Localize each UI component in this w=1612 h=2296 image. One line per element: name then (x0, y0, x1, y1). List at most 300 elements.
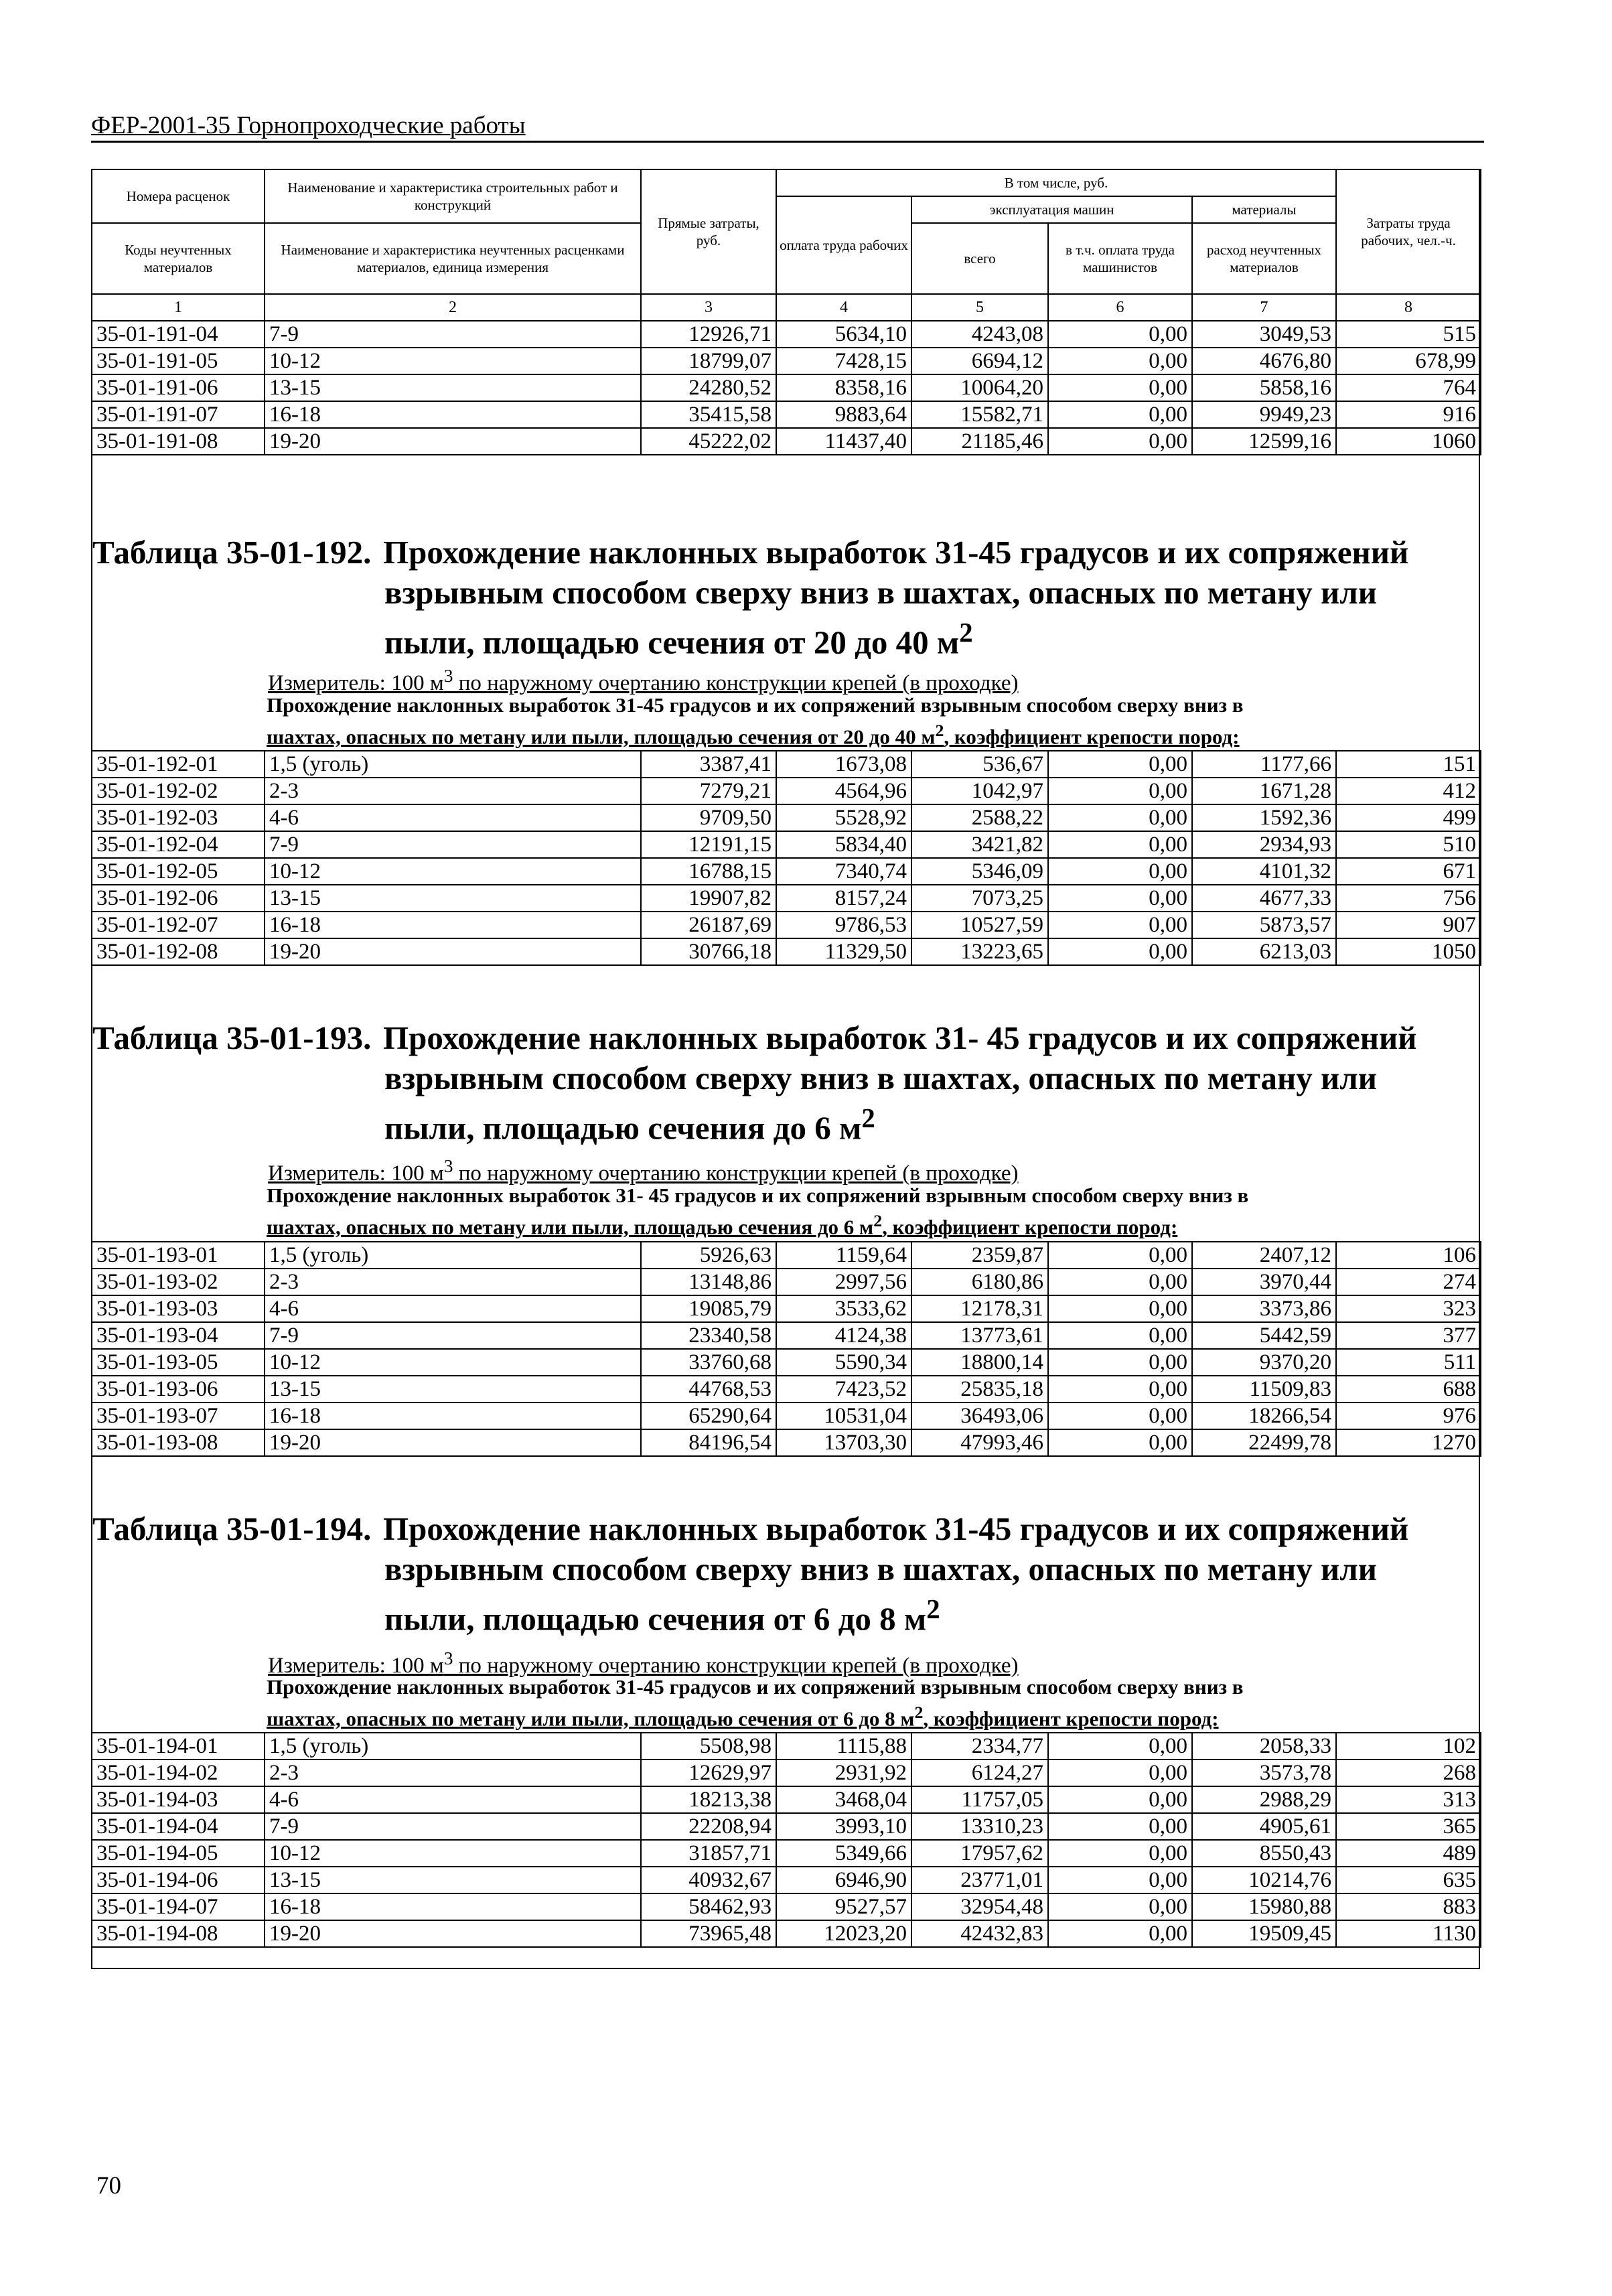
table-cell: 2934,93 (1192, 831, 1336, 858)
table-cell: 12926,71 (641, 321, 776, 348)
col-header-material-codes: Коды неучтенных материалов (92, 223, 265, 294)
table-cell: 0,00 (1048, 1760, 1192, 1786)
table-cell: 16-18 (265, 1893, 641, 1920)
table-cell: 1060 (1336, 428, 1481, 455)
table-cell: 7-9 (265, 1813, 641, 1840)
table-cell: 11437,40 (776, 428, 911, 455)
table-cell: 1,5 (уголь) (265, 1733, 641, 1760)
table-row (92, 374, 1481, 401)
col-header-machinist-pay: в т.ч. оплата труда машинистов (1048, 223, 1192, 294)
table-cell: 30766,18 (641, 938, 776, 965)
table-cell: 2588,22 (911, 804, 1048, 831)
table-cell: 13-15 (265, 1376, 641, 1403)
table-cell: 764 (1336, 374, 1481, 401)
section-title-193 (92, 1018, 1480, 1148)
table-cell: 0,00 (1048, 1349, 1192, 1376)
table-cell: 5873,57 (1192, 912, 1336, 938)
table-cell: 4101,32 (1192, 858, 1336, 885)
desc-superscript: 2 (935, 721, 944, 740)
table-cell: 268 (1336, 1760, 1481, 1786)
table-cell: 5590,34 (776, 1349, 911, 1376)
table-cell: 15582,71 (911, 401, 1048, 428)
table-cell: 0,00 (1048, 1295, 1192, 1322)
table-cell: 1,5 (уголь) (265, 751, 641, 778)
measure-unit-193 (268, 1153, 1019, 1186)
table-row (92, 1269, 1481, 1295)
table-row (92, 1349, 1481, 1376)
table-cell: 13-15 (265, 885, 641, 912)
table-cell: 365 (1336, 1813, 1481, 1840)
table-row (92, 778, 1481, 804)
table-cell: 688 (1336, 1376, 1481, 1403)
table-cell: 18799,07 (641, 348, 776, 374)
column-number: 1 (92, 294, 265, 321)
table-cell: 3468,04 (776, 1786, 911, 1813)
table-cell: 4-6 (265, 1786, 641, 1813)
title-line: пыли, площадью сечения от 20 до 40 м (384, 624, 960, 661)
table-cell: 0,00 (1048, 778, 1192, 804)
table-row (92, 1242, 1481, 1269)
table-cell: 2334,77 (911, 1733, 1048, 1760)
table-cell: 0,00 (1048, 1867, 1192, 1893)
column-number-row (92, 294, 1481, 321)
table-cell: 35-01-194-02 (92, 1760, 265, 1786)
table-cell: 5508,98 (641, 1733, 776, 1760)
title-superscript: 2 (861, 1103, 875, 1133)
table-cell: 11757,05 (911, 1786, 1048, 1813)
desc-line: Прохождение наклонных выработок 31-45 градусов и их сопряжений взрывным способом сверху вниз в (267, 693, 1244, 717)
table-cell: 35-01-192-07 (92, 912, 265, 938)
table-cell: 3387,41 (641, 751, 776, 778)
measure-superscript: 3 (443, 665, 453, 686)
table-cell: 0,00 (1048, 912, 1192, 938)
table-cell: 16-18 (265, 1403, 641, 1429)
table-cell: 0,00 (1048, 1429, 1192, 1456)
desc-superscript: 2 (914, 1703, 924, 1722)
table-cell: 1592,36 (1192, 804, 1336, 831)
table-cell: 13-15 (265, 374, 641, 401)
table-cell: 1159,64 (776, 1242, 911, 1269)
table-cell: 1050 (1336, 938, 1481, 965)
column-number: 5 (911, 294, 1048, 321)
table-cell: 2-3 (265, 778, 641, 804)
table-cell: 31857,71 (641, 1840, 776, 1867)
table-row (92, 1429, 1481, 1456)
column-number: 8 (1336, 294, 1481, 321)
table-cell: 9370,20 (1192, 1349, 1336, 1376)
title-line: взрывным способом сверху вниз в шахтах, опасных по метану или (384, 1060, 1377, 1096)
table-cell: 102 (1336, 1733, 1481, 1760)
table-cell: 0,00 (1048, 428, 1192, 455)
table-cell: 35-01-194-06 (92, 1867, 265, 1893)
table-row (92, 831, 1481, 858)
table-cell: 377 (1336, 1322, 1481, 1349)
table-cell: 35-01-192-06 (92, 885, 265, 912)
table-cell: 4124,38 (776, 1322, 911, 1349)
table-cell: 23340,58 (641, 1322, 776, 1349)
table-cell: 4905,61 (1192, 1813, 1336, 1840)
table-cell: 15980,88 (1192, 1893, 1336, 1920)
table-cell: 2407,12 (1192, 1242, 1336, 1269)
table-cell: 0,00 (1048, 1322, 1192, 1349)
table-cell: 1130 (1336, 1920, 1481, 1947)
table-cell: 0,00 (1048, 858, 1192, 885)
table-cell: 9709,50 (641, 804, 776, 831)
table-cell: 10064,20 (911, 374, 1048, 401)
table-row (92, 938, 1481, 965)
table-cell: 2997,56 (776, 1269, 911, 1295)
page-header (91, 111, 1484, 143)
table-cell: 0,00 (1048, 1242, 1192, 1269)
desc-superscript: 2 (873, 1211, 883, 1230)
title-line: пыли, площадью сечения до 6 м (384, 1109, 862, 1147)
table-cell: 10-12 (265, 1840, 641, 1867)
table-row (92, 428, 1481, 455)
table-row (92, 1840, 1481, 1867)
table-cell: 7-9 (265, 321, 641, 348)
table-cell: 4243,08 (911, 321, 1048, 348)
table-cell: 47993,46 (911, 1429, 1048, 1456)
table-label: Таблица 35-01-192. (92, 534, 372, 571)
table-row (92, 885, 1481, 912)
table-cell: 35-01-193-02 (92, 1269, 265, 1295)
section-description-194 (267, 1674, 1477, 1731)
page-number: 70 (96, 2172, 121, 2200)
table-row (92, 912, 1481, 938)
section-title-192 (92, 532, 1480, 662)
table-cell: 35-01-194-03 (92, 1786, 265, 1813)
column-number: 7 (1192, 294, 1336, 321)
desc-line: Прохождение наклонных выработок 31-45 градусов и их сопряжений взрывным способом сверху вниз в (267, 1675, 1244, 1699)
table-cell: 756 (1336, 885, 1481, 912)
table-cell: 35-01-193-03 (92, 1295, 265, 1322)
col-header-direct-costs: Прямые затраты, руб. (641, 169, 776, 294)
table-192 (91, 750, 1481, 966)
table-cell: 12178,31 (911, 1295, 1048, 1322)
table-cell: 9527,57 (776, 1893, 911, 1920)
table-cell: 0,00 (1048, 1733, 1192, 1760)
measure-text: по наружному очертанию конструкции крепей (в проходке) (453, 671, 1019, 695)
table-cell: 313 (1336, 1786, 1481, 1813)
table-cell: 17957,62 (911, 1840, 1048, 1867)
title-line: Прохождение наклонных выработок 31-45 градусов и их сопряжений (383, 534, 1409, 571)
table-cell: 883 (1336, 1893, 1481, 1920)
table-row (92, 1376, 1481, 1403)
table-cell: 26187,69 (641, 912, 776, 938)
table-cell: 16788,15 (641, 858, 776, 885)
table-row (92, 751, 1481, 778)
table-cell: 19509,45 (1192, 1920, 1336, 1947)
table-row (92, 321, 1481, 348)
table-cell: 515 (1336, 321, 1481, 348)
table-row (92, 1867, 1481, 1893)
table-cell: 19-20 (265, 1920, 641, 1947)
col-header-including: В том числе, руб. (776, 169, 1336, 196)
table-row (92, 1893, 1481, 1920)
table-cell: 9786,53 (776, 912, 911, 938)
table-cell: 22208,94 (641, 1813, 776, 1840)
table-cell: 35-01-193-05 (92, 1349, 265, 1376)
table-cell: 274 (1336, 1269, 1481, 1295)
table-cell: 4676,80 (1192, 348, 1336, 374)
table-cell: 151 (1336, 751, 1481, 778)
table-cell: 2988,29 (1192, 1786, 1336, 1813)
table-cell: 19-20 (265, 1429, 641, 1456)
table-cell: 10-12 (265, 858, 641, 885)
table-cell: 489 (1336, 1840, 1481, 1867)
table-cell: 35-01-192-01 (92, 751, 265, 778)
table-cell: 7340,74 (776, 858, 911, 885)
table-cell: 22499,78 (1192, 1429, 1336, 1456)
table-cell: 7423,52 (776, 1376, 911, 1403)
table-cell: 65290,64 (641, 1403, 776, 1429)
table-cell: 7428,15 (776, 348, 911, 374)
table-cell: 9949,23 (1192, 401, 1336, 428)
table-row (92, 1760, 1481, 1786)
table-cell: 35-01-194-05 (92, 1840, 265, 1867)
table-cell: 13703,30 (776, 1429, 911, 1456)
table-cell: 45222,02 (641, 428, 776, 455)
col-header-work-name: Наименование и характеристика строительных работ и конструкций (265, 169, 641, 223)
table-cell: 3373,86 (1192, 1295, 1336, 1322)
table-cell: 10214,76 (1192, 1867, 1336, 1893)
measure-text: Измеритель: 100 м (268, 1161, 444, 1186)
table-cell: 916 (1336, 401, 1481, 428)
table-cell: 10-12 (265, 348, 641, 374)
table-cell: 84196,54 (641, 1429, 776, 1456)
table-cell: 13-15 (265, 1867, 641, 1893)
table-cell: 1270 (1336, 1429, 1481, 1456)
section-description-193 (267, 1183, 1477, 1240)
desc-line: , коэффициент крепости пород: (882, 1215, 1178, 1239)
table-cell: 18213,38 (641, 1786, 776, 1813)
table-cell: 8157,24 (776, 885, 911, 912)
desc-line: , коэффициент крепости пород: (944, 725, 1240, 749)
table-193 (91, 1241, 1481, 1457)
table-cell: 0,00 (1048, 938, 1192, 965)
table-cell: 1042,97 (911, 778, 1048, 804)
table-cell: 0,00 (1048, 348, 1192, 374)
table-cell: 4677,33 (1192, 885, 1336, 912)
table-cell: 12023,20 (776, 1920, 911, 1947)
table-cell: 5442,59 (1192, 1322, 1336, 1349)
table-cell: 42432,83 (911, 1920, 1048, 1947)
table-cell: 0,00 (1048, 804, 1192, 831)
section-title-194 (92, 1509, 1480, 1639)
table-cell: 35415,58 (641, 401, 776, 428)
col-header-material-usage: расход неучтенных материалов (1192, 223, 1336, 294)
table-cell: 13148,86 (641, 1269, 776, 1295)
table-cell: 8550,43 (1192, 1840, 1336, 1867)
title-superscript: 2 (926, 1594, 940, 1624)
table-cell: 412 (1336, 778, 1481, 804)
table-cell: 6694,12 (911, 348, 1048, 374)
table-cell: 19085,79 (641, 1295, 776, 1322)
table-cell: 0,00 (1048, 1840, 1192, 1867)
table-cell: 1115,88 (776, 1733, 911, 1760)
col-header-machine-total: всего (911, 223, 1048, 294)
table-cell: 35-01-193-04 (92, 1322, 265, 1349)
table-cell: 23771,01 (911, 1867, 1048, 1893)
table-191 (91, 169, 1481, 455)
table-row (92, 804, 1481, 831)
table-cell: 44768,53 (641, 1376, 776, 1403)
table-row (92, 1403, 1481, 1429)
table-cell: 5528,92 (776, 804, 911, 831)
desc-line: шахтах, опасных по метану или пыли, площадью сечения до 6 м (267, 1215, 874, 1239)
table-cell: 13310,23 (911, 1813, 1048, 1840)
title-line: Прохождение наклонных выработок 31- 45 градусов и их сопряжений (383, 1019, 1417, 1056)
table-cell: 12599,16 (1192, 428, 1336, 455)
table-cell: 32954,48 (911, 1893, 1048, 1920)
table-cell: 5834,40 (776, 831, 911, 858)
table-cell: 0,00 (1048, 1920, 1192, 1947)
table-cell: 7-9 (265, 831, 641, 858)
table-cell: 35-01-192-04 (92, 831, 265, 858)
table-cell: 7279,21 (641, 778, 776, 804)
desc-line: , коэффициент крепости пород: (923, 1707, 1219, 1731)
title-line: взрывным способом сверху вниз в шахтах, опасных по метану или (384, 1551, 1377, 1587)
table-194 (91, 1732, 1481, 1948)
column-number: 3 (641, 294, 776, 321)
page-header-title: ФЕР-2001-35 Горнопроходческие работы (91, 112, 526, 139)
column-number: 6 (1048, 294, 1192, 321)
table-cell: 0,00 (1048, 1786, 1192, 1813)
table-cell: 35-01-194-01 (92, 1733, 265, 1760)
table-cell: 35-01-194-04 (92, 1813, 265, 1840)
measure-text: Измеритель: 100 м (268, 671, 444, 695)
table-cell: 3421,82 (911, 831, 1048, 858)
table-cell: 19907,82 (641, 885, 776, 912)
table-cell: 10-12 (265, 1349, 641, 1376)
table-label: Таблица 35-01-194. (92, 1510, 372, 1547)
table-cell: 7073,25 (911, 885, 1048, 912)
table-cell: 6213,03 (1192, 938, 1336, 965)
table-cell: 2058,33 (1192, 1733, 1336, 1760)
table-cell: 35-01-192-02 (92, 778, 265, 804)
table-cell: 35-01-194-07 (92, 1893, 265, 1920)
table-cell: 4-6 (265, 1295, 641, 1322)
table-cell: 3970,44 (1192, 1269, 1336, 1295)
table-label: Таблица 35-01-193. (92, 1019, 372, 1056)
table-cell: 6946,90 (776, 1867, 911, 1893)
measure-text: по наружному очертанию конструкции крепей (в проходке) (453, 1654, 1019, 1678)
table-cell: 16-18 (265, 912, 641, 938)
title-line: пыли, площадью сечения от 6 до 8 м (384, 1600, 927, 1638)
table-cell: 18266,54 (1192, 1403, 1336, 1429)
title-line: взрывным способом сверху вниз в шахтах, опасных по метану или (384, 574, 1377, 611)
title-superscript: 2 (959, 618, 973, 648)
table-cell: 976 (1336, 1403, 1481, 1429)
table-cell: 9883,64 (776, 401, 911, 428)
table-cell: 35-01-193-08 (92, 1429, 265, 1456)
table-cell: 40932,67 (641, 1867, 776, 1893)
table-cell: 511 (1336, 1349, 1481, 1376)
table-cell: 11329,50 (776, 938, 911, 965)
table-cell: 7-9 (265, 1322, 641, 1349)
table-cell: 5349,66 (776, 1840, 911, 1867)
desc-line: Прохождение наклонных выработок 31- 45 градусов и их сопряжений взрывным способом сверху вниз в (267, 1183, 1249, 1207)
table-cell: 35-01-191-08 (92, 428, 265, 455)
table-row (92, 1786, 1481, 1813)
measure-unit-192 (268, 663, 1019, 696)
table-cell: 0,00 (1048, 751, 1192, 778)
table-cell: 1671,28 (1192, 778, 1336, 804)
table-cell: 3049,53 (1192, 321, 1336, 348)
table-cell: 25835,18 (911, 1376, 1048, 1403)
table-row (92, 1813, 1481, 1840)
table-cell: 678,99 (1336, 348, 1481, 374)
table-cell: 6180,86 (911, 1269, 1048, 1295)
table-cell: 106 (1336, 1242, 1481, 1269)
table-cell: 19-20 (265, 938, 641, 965)
table-cell: 499 (1336, 804, 1481, 831)
table-cell: 2-3 (265, 1760, 641, 1786)
table-cell: 8358,16 (776, 374, 911, 401)
table-cell: 671 (1336, 858, 1481, 885)
table-cell: 35-01-191-05 (92, 348, 265, 374)
table-cell: 0,00 (1048, 1376, 1192, 1403)
table-cell: 5346,09 (911, 858, 1048, 885)
table-cell: 4564,96 (776, 778, 911, 804)
table-cell: 1673,08 (776, 751, 911, 778)
table-cell: 35-01-193-07 (92, 1403, 265, 1429)
table-cell: 35-01-191-06 (92, 374, 265, 401)
table-cell: 12629,97 (641, 1760, 776, 1786)
table-cell: 21185,46 (911, 428, 1048, 455)
table-cell: 1,5 (уголь) (265, 1242, 641, 1269)
col-header-material-names: Наименование и характеристика неучтенных расценками материалов, единица измерения (265, 223, 641, 294)
table-cell: 0,00 (1048, 321, 1192, 348)
table-cell: 2-3 (265, 1269, 641, 1295)
table-cell: 0,00 (1048, 374, 1192, 401)
measure-superscript: 3 (443, 1648, 453, 1668)
table-cell: 24280,52 (641, 374, 776, 401)
table-cell: 2359,87 (911, 1242, 1048, 1269)
title-line: Прохождение наклонных выработок 31-45 градусов и их сопряжений (383, 1510, 1409, 1547)
table-cell: 35-01-192-03 (92, 804, 265, 831)
table-cell: 5926,63 (641, 1242, 776, 1269)
table-cell: 6124,27 (911, 1760, 1048, 1786)
table-row (92, 1920, 1481, 1947)
col-header-labor-hours: Затраты труда рабочих, чел.-ч. (1336, 169, 1481, 294)
table-cell: 10527,59 (911, 912, 1048, 938)
table-cell: 35-01-192-05 (92, 858, 265, 885)
table-cell: 0,00 (1048, 1893, 1192, 1920)
table-cell: 3573,78 (1192, 1760, 1336, 1786)
table-cell: 5858,16 (1192, 374, 1336, 401)
desc-line: шахтах, опасных по метану или пыли, площадью сечения от 20 до 40 м (267, 725, 936, 749)
measure-unit-194 (268, 1646, 1019, 1678)
table-cell: 35-01-193-01 (92, 1242, 265, 1269)
table-cell: 58462,93 (641, 1893, 776, 1920)
table-cell: 12191,15 (641, 831, 776, 858)
col-header-rate-numbers: Номера расценок (92, 169, 265, 223)
table-cell: 73965,48 (641, 1920, 776, 1947)
table-cell: 4-6 (265, 804, 641, 831)
table-cell: 3993,10 (776, 1813, 911, 1840)
col-header-worker-pay: оплата труда рабочих (776, 196, 911, 294)
table-cell: 0,00 (1048, 831, 1192, 858)
table-cell: 13773,61 (911, 1322, 1048, 1349)
table-cell: 35-01-193-06 (92, 1376, 265, 1403)
table-cell: 0,00 (1048, 1269, 1192, 1295)
table-cell: 10531,04 (776, 1403, 911, 1429)
table-row (92, 1322, 1481, 1349)
table-cell: 16-18 (265, 401, 641, 428)
table-cell: 536,67 (911, 751, 1048, 778)
table-cell: 0,00 (1048, 401, 1192, 428)
